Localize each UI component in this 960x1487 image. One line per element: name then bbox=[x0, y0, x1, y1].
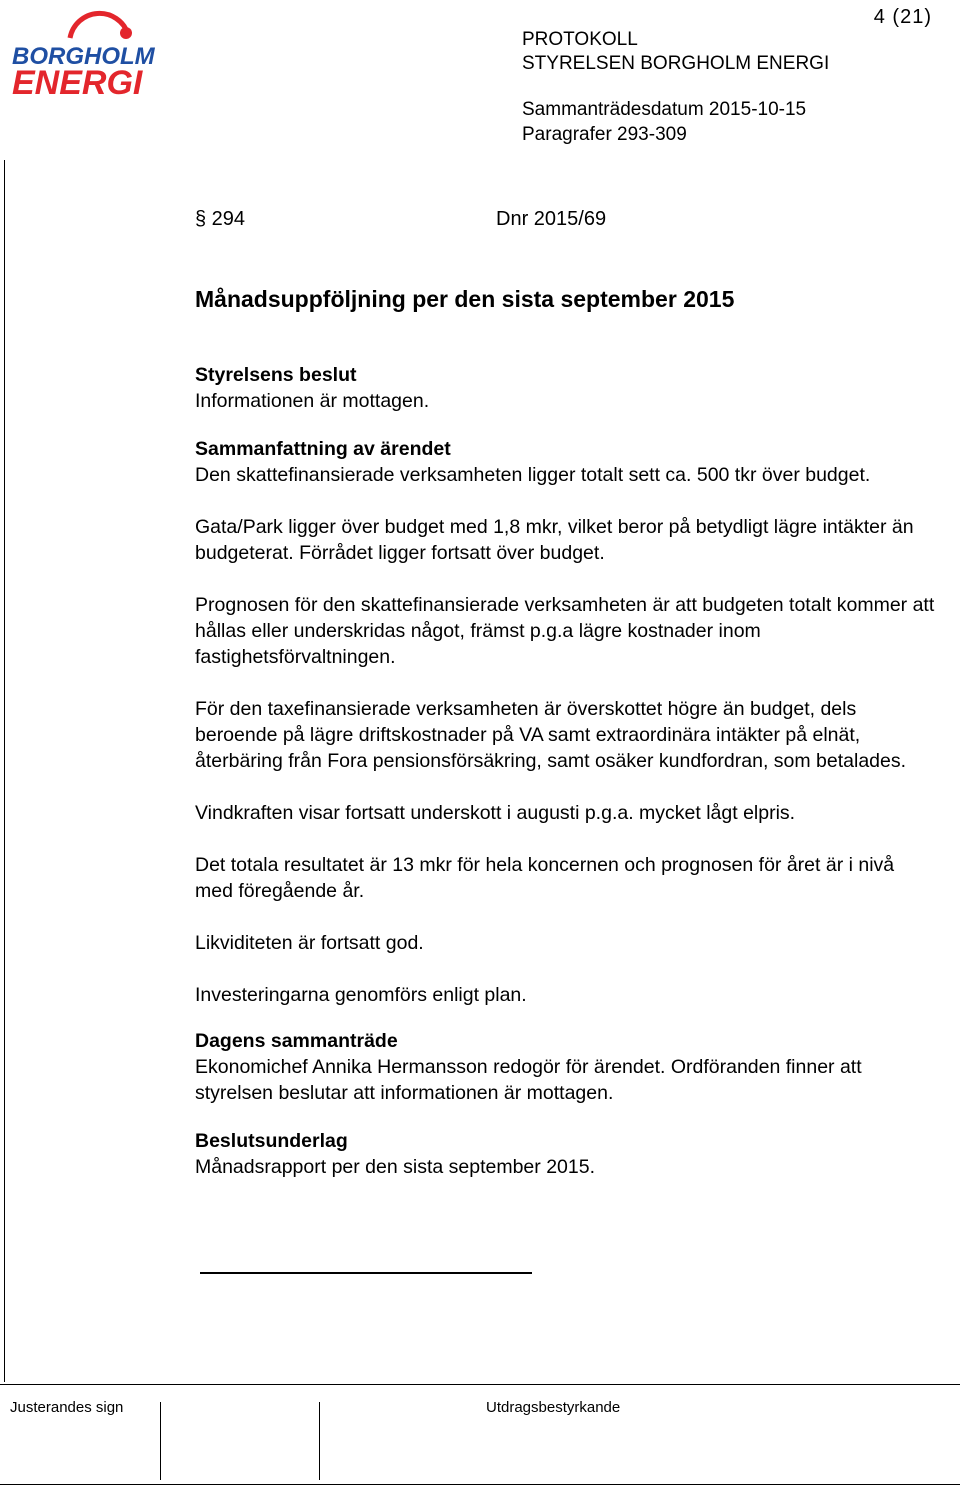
basis-text: Månadsrapport per den sista september 2015. bbox=[195, 1156, 595, 1178]
basis-section bbox=[195, 1128, 935, 1180]
section-number: § 294 bbox=[195, 208, 246, 230]
case-title: Månadsuppföljning per den sista september 2015 bbox=[195, 286, 735, 312]
summary-paragraph: Likviditeten är fortsatt god. bbox=[195, 932, 424, 954]
footer-bottom-border bbox=[0, 1484, 960, 1485]
meeting-heading: Dagens sammanträde bbox=[195, 1030, 398, 1052]
summary-paragraph: Gata/Park ligger över budget med 1,8 mkr, vilket beror på betydligt lägre intäkter än budgeterat. Förrådet ligger fortsatt över budget. bbox=[195, 516, 914, 564]
logo-graphic bbox=[8, 4, 178, 100]
document-body bbox=[195, 362, 935, 1202]
meeting-section bbox=[195, 1028, 935, 1106]
paragraph-range: Paragrafer 293-309 bbox=[522, 124, 687, 145]
logo-text-borgholm: BORGHOLM bbox=[12, 43, 155, 70]
signature-box-divider bbox=[160, 1402, 161, 1480]
basis-heading: Beslutsunderlag bbox=[195, 1130, 348, 1152]
summary-paragraph: För den taxefinansierade verksamheten är överskottet högre än budget, dels beroende på lägre driftskostnader på VA samt extraordinära intäkter på elnät, återbäring från Fora pensionsförsäkring, samt osäker kundfordran, som betalades. bbox=[195, 698, 907, 772]
summary-paragraph: Det totala resultatet är 13 mkr för hela koncernen och prognosen för året är i nivå med föregående år. bbox=[195, 854, 895, 902]
utdragsbestyrkande-label: Utdragsbestyrkande bbox=[486, 1399, 621, 1416]
summary-heading: Sammanfattning av ärendet bbox=[195, 438, 451, 460]
summary-paragraph: Vindkraften visar fortsatt underskott i augusti p.g.a. mycket lågt elpris. bbox=[195, 802, 796, 824]
doc-type: PROTOKOLL bbox=[522, 29, 638, 50]
case-dnr: Dnr 2015/69 bbox=[496, 208, 607, 230]
logo-text-energi: ENERGI bbox=[12, 64, 143, 100]
decision-text: Informationen är mottagen. bbox=[195, 390, 430, 412]
decision-heading: Styrelsens beslut bbox=[195, 364, 357, 386]
meeting-date: Sammanträdesdatum 2015-10-15 bbox=[522, 99, 807, 120]
borgholm-energi-logo bbox=[8, 4, 178, 100]
meeting-text: Ekonomichef Annika Hermansson redogör för ärendet. Ordföranden finner att styrelsen beslutar att informationen är mottagen. bbox=[195, 1056, 862, 1104]
summary-paragraph: Investeringarna genomförs enligt plan. bbox=[195, 984, 527, 1006]
decision-section bbox=[195, 362, 935, 414]
summary-section bbox=[195, 436, 935, 1008]
justerandes-sign-label: Justerandes sign bbox=[10, 1399, 124, 1416]
page-number: 4 (21) bbox=[873, 6, 932, 28]
board-name: STYRELSEN BORGHOLM ENERGI bbox=[522, 53, 830, 74]
signature-box-divider bbox=[319, 1402, 320, 1480]
signature-line bbox=[200, 1272, 532, 1274]
summary-paragraph: Den skattefinansierade verksamheten ligger totalt sett ca. 500 tkr över budget. bbox=[195, 464, 871, 486]
summary-paragraph: Prognosen för den skattefinansierade verksamheten är att budgeten totalt kommer att hållas eller underskridas något, främst p.g.a lägre kostnader inom fastighetsförvaltningen. bbox=[195, 594, 935, 668]
footer-divider bbox=[0, 1384, 960, 1385]
left-margin-line bbox=[4, 160, 5, 1382]
